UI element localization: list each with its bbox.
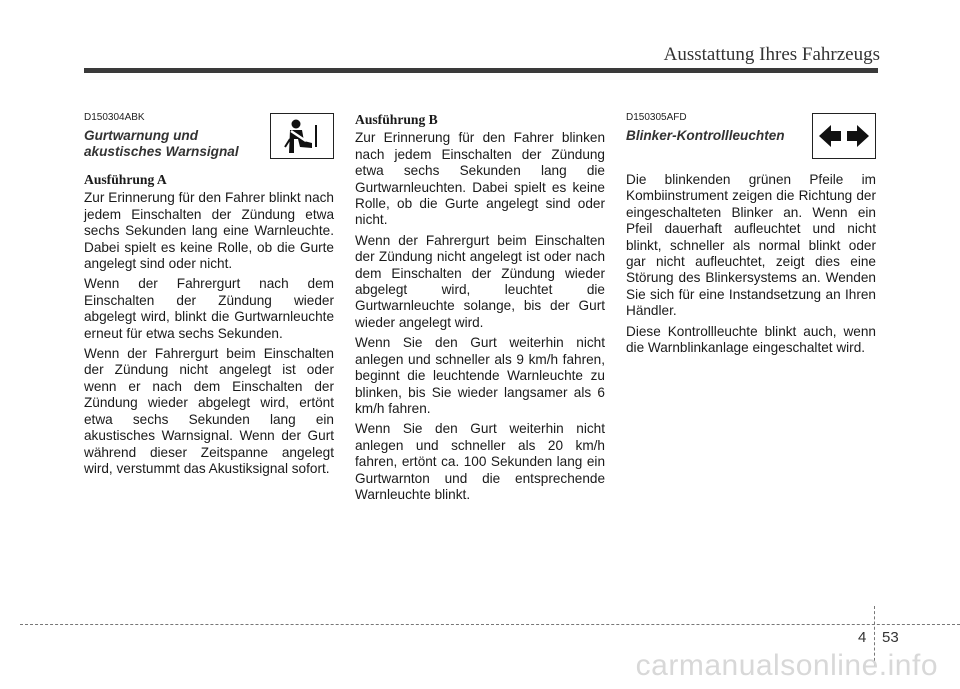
chapter-number: 4 <box>858 629 867 646</box>
section-title-line2: akustisches Warnsignal <box>84 144 239 159</box>
watermark: carmanualsonline.info <box>635 649 938 682</box>
section-code: D150304ABK <box>84 112 145 123</box>
subhead-ausfuehrung-a: Ausführung A <box>84 172 167 187</box>
header-title: Ausstattung Ihres Fahrzeugs <box>663 44 880 65</box>
section-code: D150305AFD <box>626 112 687 123</box>
column-1 <box>84 112 334 481</box>
header-rule <box>84 68 878 73</box>
column-2 <box>355 112 605 507</box>
paragraph: Wenn der Fahrergurt beim Einschalten der Zündung nicht angelegt ist oder wenn er nach dem Einschalten der Zündung wieder abgelegt wird, ertönt etwa sechs Sekunden lang ein akustisches Warnsignal. Wenn der Gurt während dieser Zeitspanne angelegt wird, verstummt das Akustiksignal sofort. <box>84 346 334 476</box>
page-number: 53 <box>882 629 899 646</box>
paragraph: Die blinkenden grünen Pfeile im Kombiinstrument zeigen die Richtung der eingeschalteten Blinker an. Wenn ein Pfeil dauerhaft aufleuchtet und nicht blinkt, schneller als normal blinkt oder gar nicht aufleuchtet, zeigt dies eine Störung des Blinkersystems an. Wenden Sie sich für eine Instandsetzung an Ihren Händler. <box>626 172 876 319</box>
turn-signal-arrows-icon <box>812 113 876 159</box>
paragraph: Zur Erinnerung für den Fahrer blinkt nach jedem Einschalten der Zündung etwa sechs Sekunden lang eine Warnleuchte. Dabei spielt es keine Rolle, ob die Gurte angelegt sind oder nicht. <box>84 190 334 272</box>
paragraph: Wenn der Fahrergurt nach dem Einschalten der Zündung wieder abgelegt wird, blinkt die Gurtwarnleuchte erneut für etwa sechs Sekunden. <box>84 276 334 341</box>
paragraph: Wenn Sie den Gurt weiterhin nicht anlegen und schneller als 20 km/h fahren, ertönt ca. 100 Sekunden lang ein Gurtwarnton und die entsprechende Warnleuchte blinkt. <box>355 421 605 502</box>
paragraph: Wenn der Fahrergurt beim Einschalten der Zündung nicht angelegt ist oder nach dem Einschalten der Zündung wieder abgelegt wird, leuchtet die Gurtwarnleuchte solange, bis der Gurt wieder angelegt wird. <box>355 232 605 330</box>
subhead-ausfuehrung-b: Ausführung B <box>355 112 438 127</box>
section-title-line1: Gurtwarnung und <box>84 128 199 143</box>
paragraph: Diese Kontrollleuchte blinkt auch, wenn die Warnblinkanlage eingeschaltet wird. <box>626 323 876 356</box>
footer-divider <box>20 624 960 625</box>
seatbelt-warning-icon <box>270 113 334 159</box>
paragraph: Wenn Sie den Gurt weiterhin nicht anlegen und schneller als 9 km/h fahren, beginnt die leuchtende Warnleuchte zu blinken, bis Sie wieder langsamer als 6 km/h fahren. <box>355 335 605 416</box>
section-title: Blinker-Kontrollleuchten <box>626 128 785 143</box>
paragraph: Zur Erinnerung für den Fahrer blinken nach jedem Einschalten der Zündung etwa sechs Sekunden lang die Gurtwarnleuchten. Dabei spielt es keine Rolle, ob die Gurte angelegt sind oder nicht. <box>355 130 605 228</box>
